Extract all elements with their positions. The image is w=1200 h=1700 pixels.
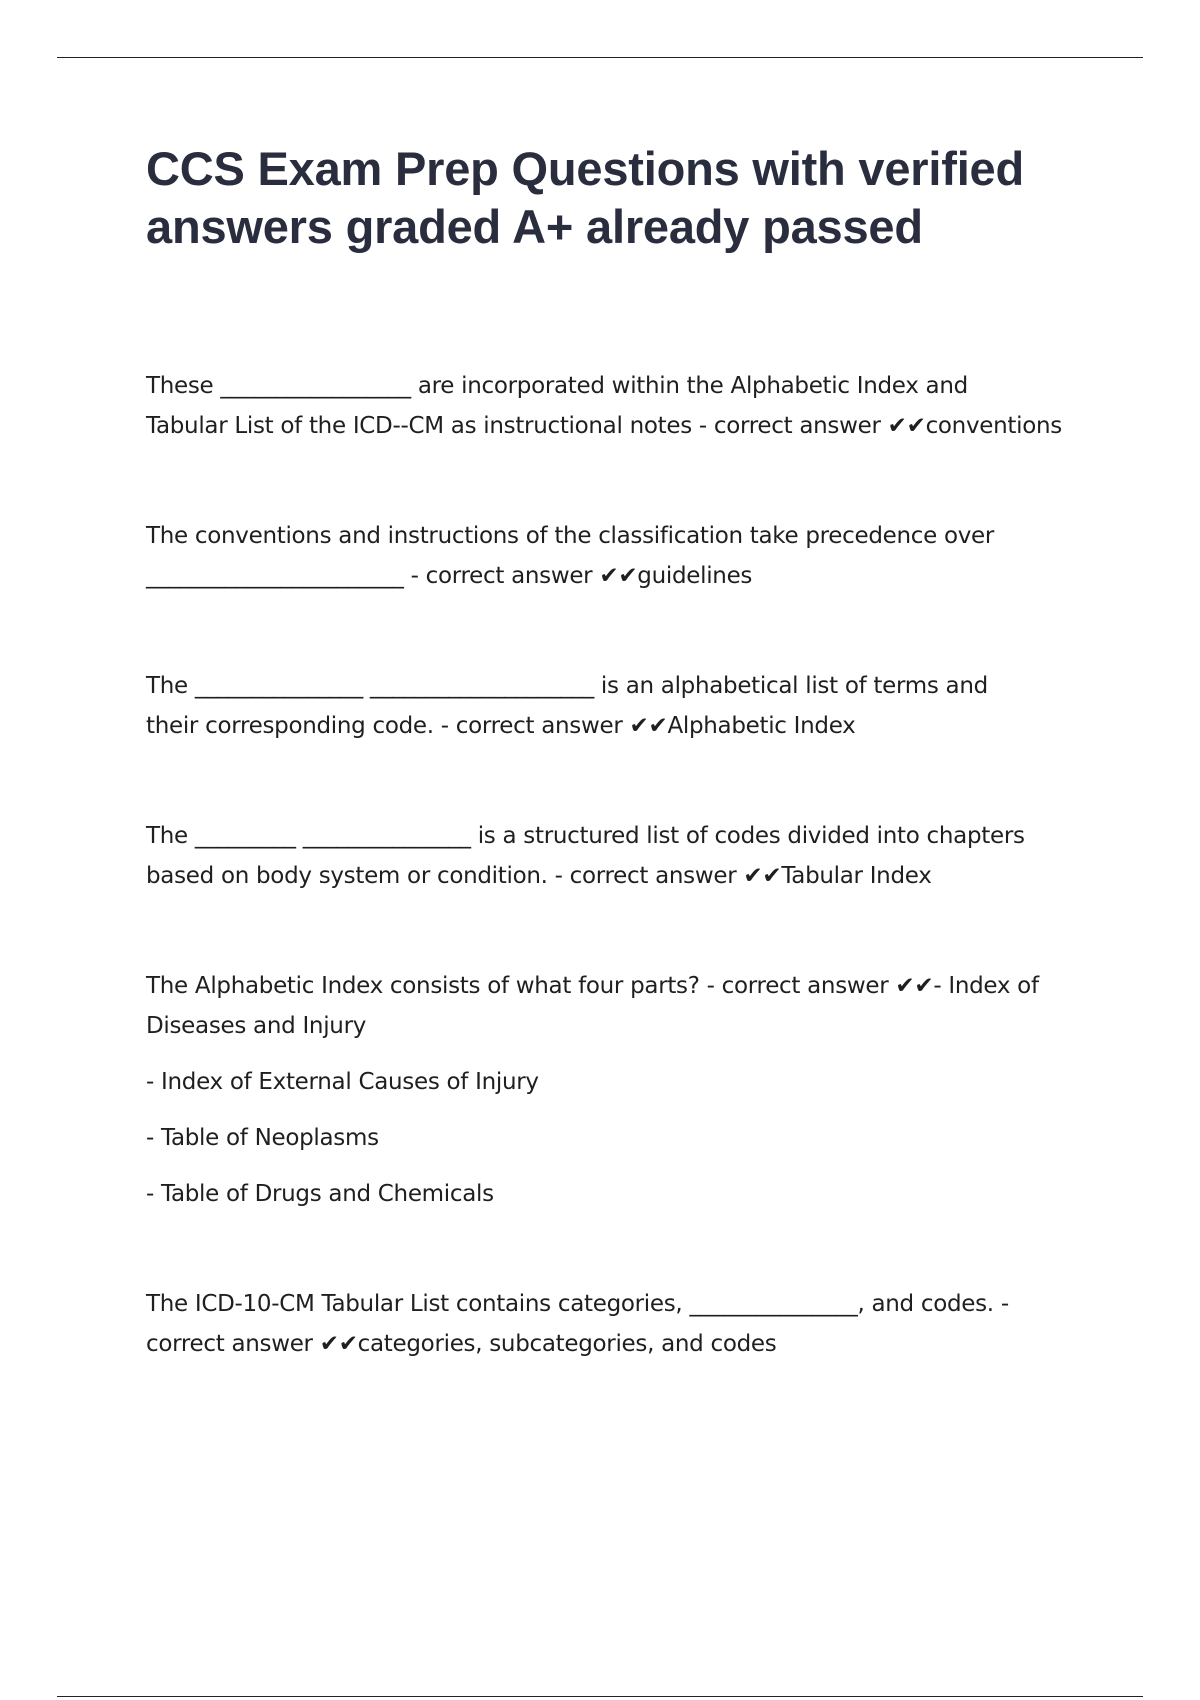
question-text-line: correct answer ✔✔categories, subcategories, and codes	[146, 1331, 777, 1357]
question-item	[146, 516, 1106, 596]
answer-list-item: - Index of External Causes of Injury	[146, 1069, 539, 1095]
question-item	[146, 666, 1106, 746]
question-text-line: Diseases and Injury	[146, 1013, 367, 1039]
answer-list-item: - Table of Drugs and Chemicals	[146, 1181, 494, 1207]
question-item	[146, 966, 1106, 1214]
question-text-line: The ICD-10-CM Tabular List contains categories, _______________, and codes. -	[146, 1291, 1009, 1317]
document-title	[146, 140, 1106, 256]
question-text-line: The _________ _______________ is a structured list of codes divided into chapters	[146, 823, 1025, 849]
question-text-line: The conventions and instructions of the classification take precedence over	[146, 523, 995, 549]
question-text-line: their corresponding code. - correct answer ✔✔Alphabetic Index	[146, 713, 856, 739]
title-line-2: answers graded A+ already passed	[146, 200, 923, 253]
footer-rule	[57, 1696, 1143, 1697]
question-text-line: The _______________ ____________________ is an alphabetical list of terms and	[146, 673, 988, 699]
title-line-1: CCS Exam Prep Questions with verified	[146, 142, 1025, 195]
question-text-line: The Alphabetic Index consists of what four parts? - correct answer ✔✔- Index of	[146, 973, 1039, 999]
question-text-line: These _________________ are incorporated within the Alphabetic Index and	[146, 373, 968, 399]
answer-list-item: - Table of Neoplasms	[146, 1125, 379, 1151]
question-list	[146, 366, 1106, 1364]
question-item	[146, 366, 1106, 446]
question-text-line: Tabular List of the ICD--CM as instructional notes - correct answer ✔✔conventions	[146, 413, 1062, 439]
question-item	[146, 1284, 1106, 1364]
document-body	[146, 140, 1106, 1434]
question-text-line: based on body system or condition. - correct answer ✔✔Tabular Index	[146, 863, 932, 889]
question-text-line: _______________________ - correct answer ✔✔guidelines	[146, 563, 753, 589]
header-rule	[57, 57, 1143, 58]
question-item	[146, 816, 1106, 896]
